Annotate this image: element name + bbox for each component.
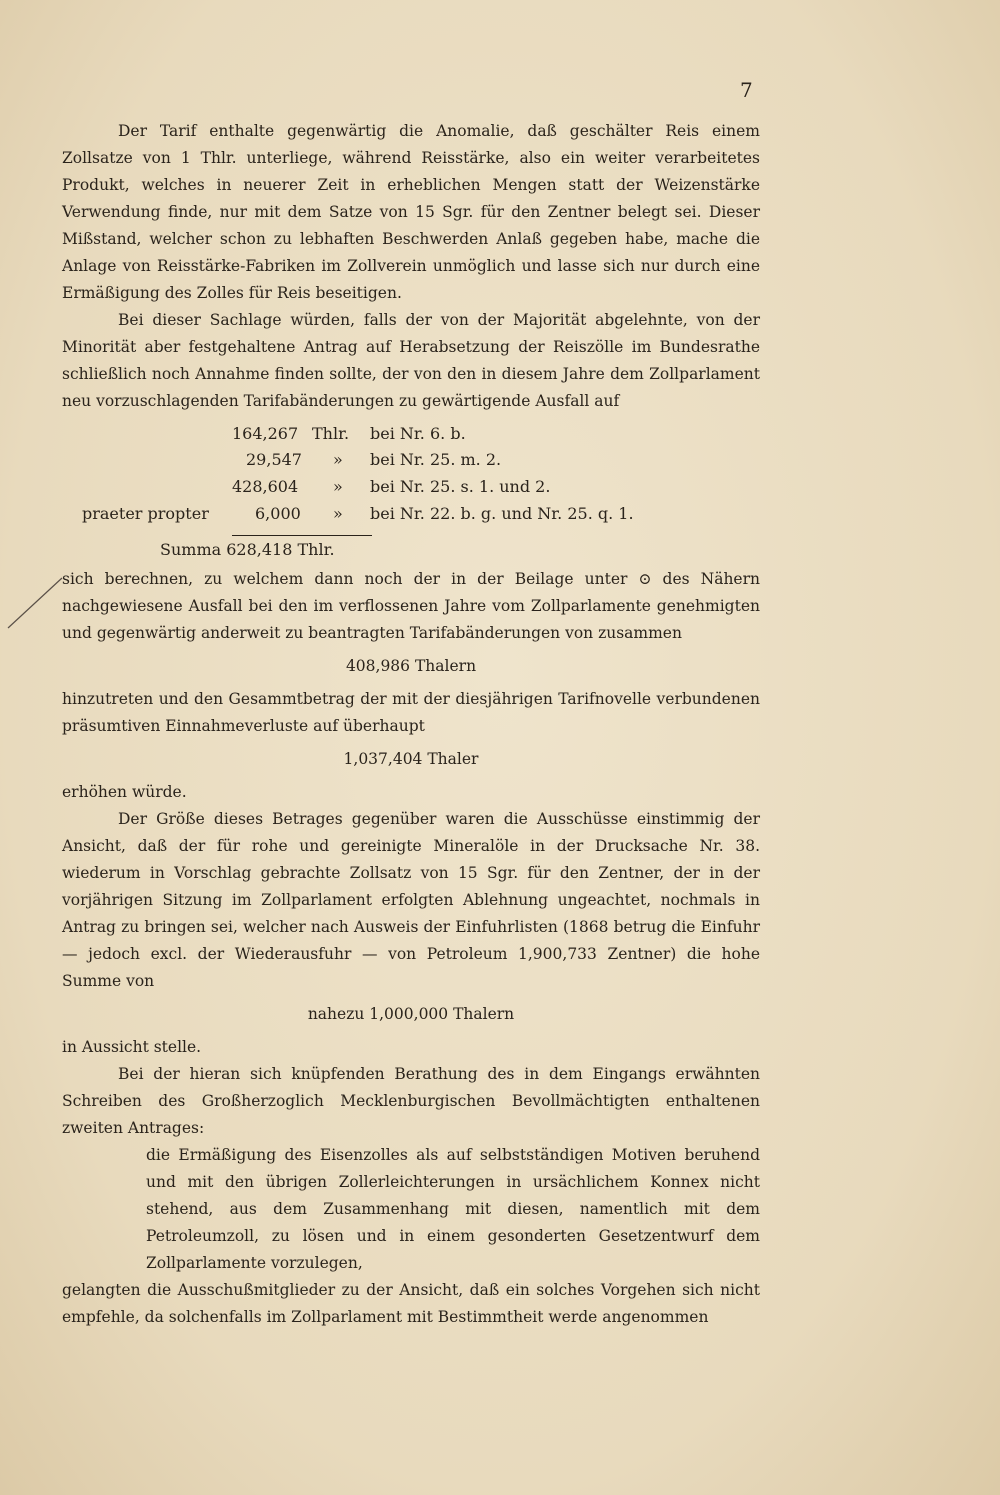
row-unit: » (333, 504, 343, 523)
row-reference: bei Nr. 22. b. g. und Nr. 25. q. 1. (370, 504, 634, 523)
quoted-motion: die Ermäßigung des Eisenzolles als auf selbstständigen Motiven beruhend und mit den übrigen Zollerleichterungen in ursächlichem Konnex nicht stehend, aus dem Zusammenhang mit diesen, namentlich mit dem Petroleumzoll, zu lösen und in einem gesonderten Gesetzentwurf dem Zollparlamente vorzulegen, (146, 1146, 760, 1272)
text-block-middle (62, 566, 760, 1331)
row-amount: 6,000 (255, 504, 301, 523)
total-amount-1: 408,986 Thalern (345, 657, 477, 675)
row-unit: » (333, 450, 343, 469)
paragraph-5: erhöhen würde. (62, 783, 187, 801)
row-unit: » (333, 477, 343, 496)
total-amount-3: nahezu 1,000,000 Thalern (307, 1005, 515, 1023)
paragraph-9: gelangten die Ausschußmitglieder zu der Ansicht, daß ein solches Vorgehen sich nicht empfehle, da solchenfalls im Zollparlament mit Bestimmtheit werde angenommen (62, 1281, 760, 1326)
row-amount: 29,547 (246, 450, 302, 469)
sum-rule (232, 535, 372, 536)
paragraph-7: in Aussicht stelle. (62, 1038, 202, 1056)
row-unit: Thlr. (312, 424, 350, 443)
paragraph-3: sich berechnen, zu welchem dann noch der in der Beilage unter ⊙ des Nähern nachgewiesene Ausfall bei den im verflossenen Jahre vom Zollparlamente genehmigten und gegenwärtig anderweit zu beantragten Tarifabänderungen von zusammen (62, 570, 760, 642)
row-reference: bei Nr. 25. s. 1. und 2. (370, 477, 551, 496)
page-number: 7 (740, 78, 753, 102)
paragraph-4: hinzutreten und den Gesammtbetrag der mit der diesjährigen Tarifnovelle verbundenen präsumtiven Einnahmeverluste auf überhaupt (62, 690, 760, 735)
row-amount: 428,604 (232, 477, 299, 496)
row-reference: bei Nr. 6. b. (370, 424, 466, 443)
paragraph-8: Bei der hieran sich knüpfenden Berathung des in dem Eingangs erwähnten Schreiben des Großherzoglich Mecklenburgischen Bevollmächtigten enthaltenen zweiten Antrages: (62, 1065, 760, 1137)
total-amount-2: 1,037,404 Thaler (343, 750, 479, 768)
row-prefix: praeter propter (82, 504, 209, 523)
row-amount: 164,267 (232, 424, 299, 443)
text-block-top (62, 118, 760, 415)
paragraph-1: Der Tarif enthalte gegenwärtig die Anomalie, daß geschälter Reis einem Zollsatze von 1 Thlr. unterliege, während Reisstärke, also ein weiter verarbeitetes Produkt, welches in neuerer Zeit in erheblichen Mengen statt der Weizenstärke Verwendung finde, nur mit dem Satze von 15 Sgr. für den Zentner belegt sei. Dieser Mißstand, welcher schon zu lebhaften Beschwerden Anlaß gegeben habe, mache die Anlage von Reisstärke-Fabriken im Zollverein unmöglich und lasse sich nur durch eine Ermäßigung des Zolles für Reis beseitigen. (62, 122, 760, 302)
paragraph-6: Der Größe dieses Betrages gegenüber waren die Ausschüsse einstimmig der Ansicht, daß der für rohe und gereinigte Mineralöle in der Drucksache Nr. 38. wiederum in Vorschlag gebrachte Zollsatz von 15 Sgr. für den Zentner, der in der vorjährigen Sitzung im Zollparlament erfolgten Ablehnung ungeachtet, nochmals in Antrag zu bringen sei, welcher nach Ausweis der Einfuhrlisten (1868 betrug die Einfuhr — jedoch excl. der Wiederausfuhr — von Petroleum 1,900,733 Zentner) die hohe Summe von (62, 810, 760, 990)
paragraph-2: Bei dieser Sachlage würden, falls der von der Majorität abgelehnte, von der Minorität aber festgehaltene Antrag auf Herabsetzung der Reiszölle im Bundesrathe schließlich noch Annahme finden sollte, der von den in diesem Jahre dem Zollparlament neu vorzuschlagenden Tarifabänderungen zu gewärtigende Ausfall auf (62, 311, 760, 410)
sum-line: Summa 628,418 Thlr. (160, 540, 335, 559)
row-reference: bei Nr. 25. m. 2. (370, 450, 502, 469)
